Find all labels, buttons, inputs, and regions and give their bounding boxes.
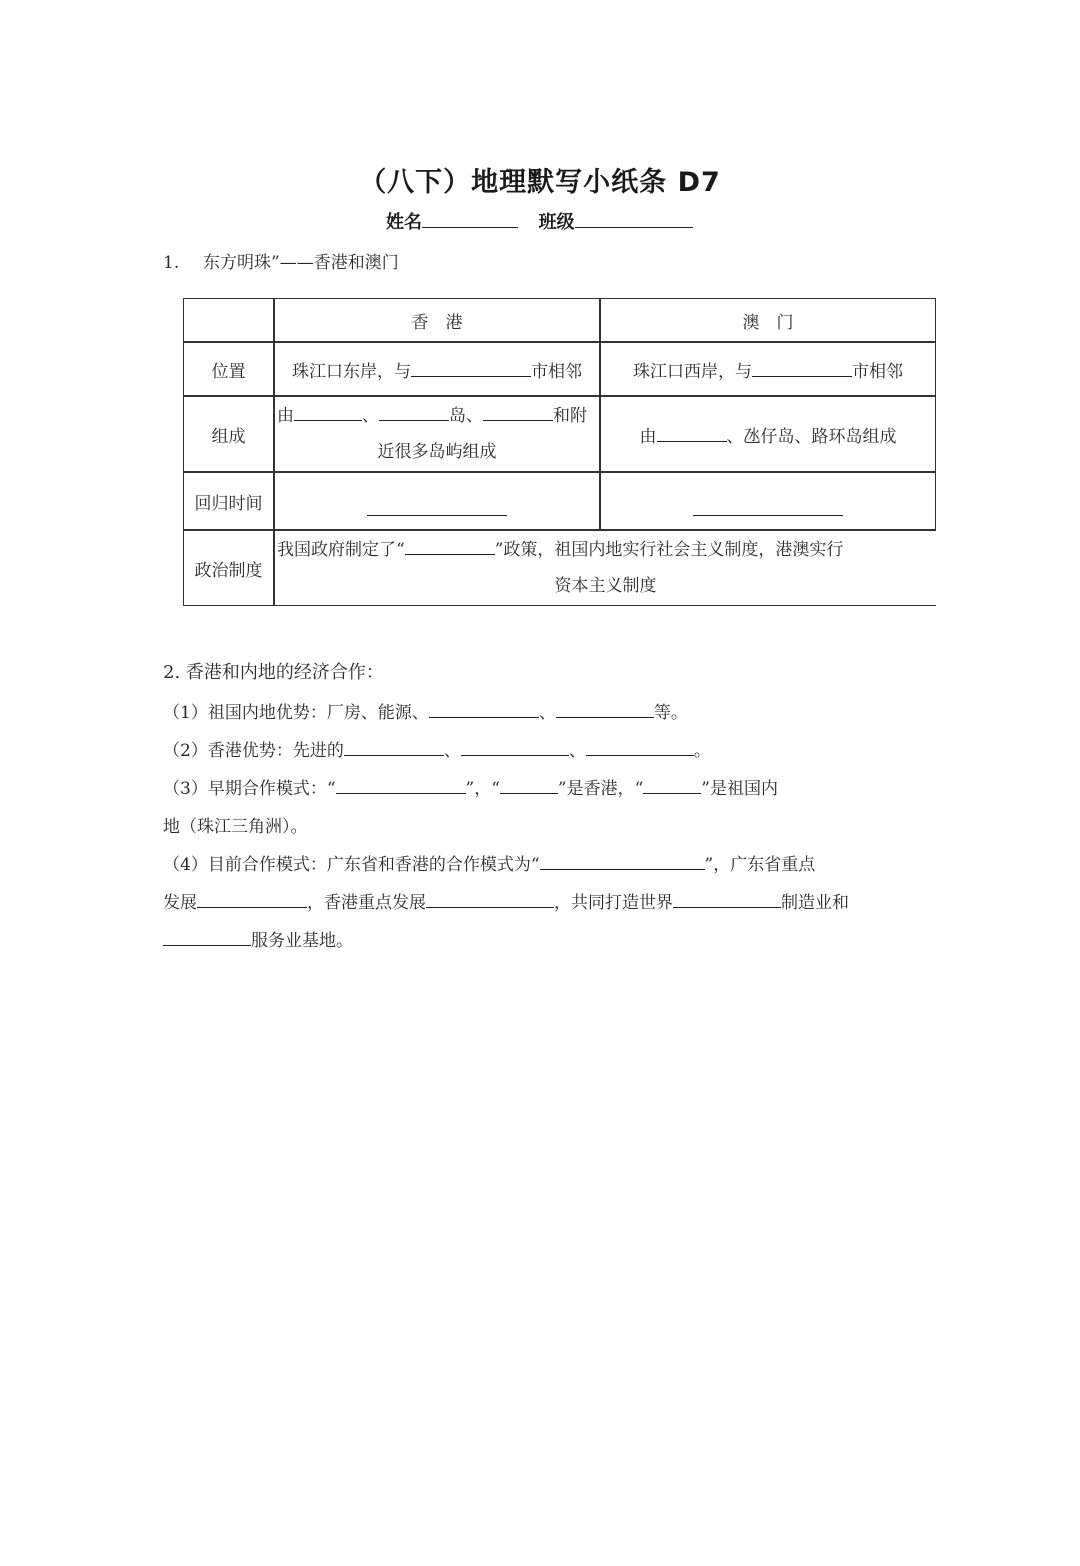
- table-row-political-system: [183, 530, 936, 606]
- text: 我国政府制定了“: [277, 540, 405, 560]
- text: （4）目前合作模式：广东省和香港的合作模式为“: [163, 855, 540, 875]
- text: 、: [362, 406, 379, 426]
- political-system-cell: [274, 530, 936, 606]
- blank-q4-5[interactable]: [163, 927, 251, 946]
- text: 由: [639, 426, 657, 447]
- row-label: 回归时间: [183, 472, 274, 530]
- table-row-location: [183, 342, 936, 396]
- text: ”，广东省重点: [704, 855, 816, 875]
- table-row-return-time: [183, 472, 936, 530]
- header-hk: 香 港: [274, 298, 600, 342]
- text: ”政策，祖国内地实行社会主义制度，港澳实行: [494, 540, 844, 560]
- text: 等。: [653, 703, 688, 723]
- blank-hk-2[interactable]: [379, 402, 449, 421]
- text: 珠江口西岸，与: [633, 361, 752, 382]
- blank-q2-3[interactable]: [586, 737, 694, 756]
- question-4-line2: [163, 888, 849, 913]
- blank-q1-1[interactable]: [429, 699, 539, 718]
- blank-hk-city[interactable]: [411, 358, 531, 377]
- blank-q4-3[interactable]: [426, 889, 554, 908]
- text: 和附: [553, 406, 587, 426]
- blank-hk-return[interactable]: [367, 497, 507, 516]
- text: 、: [538, 703, 556, 723]
- blank-q3-1[interactable]: [336, 775, 466, 794]
- text: （2）香港优势：先进的: [163, 741, 344, 761]
- question-2: [163, 736, 711, 761]
- text: 、氹仔岛、路环岛组成: [726, 426, 897, 447]
- text: ”是祖国内: [701, 779, 778, 799]
- hk-return-time: [274, 472, 600, 530]
- text: ，香港重点发展: [307, 893, 426, 913]
- text: ”是香港，“: [557, 779, 644, 799]
- text: 制造业和: [781, 893, 849, 913]
- name-blank[interactable]: [422, 209, 518, 228]
- blank-hk-1[interactable]: [294, 402, 362, 421]
- text: 资本主义制度: [554, 576, 657, 596]
- question-3: [163, 774, 778, 799]
- question-1: [163, 698, 688, 723]
- question-4: [163, 850, 815, 875]
- question-4-line3: [163, 926, 353, 951]
- blank-q4-4[interactable]: [673, 889, 781, 908]
- text: （3）早期合作模式：“: [163, 779, 336, 799]
- name-label: 姓名: [386, 212, 422, 233]
- mo-composition: [600, 396, 936, 472]
- line: [275, 398, 599, 434]
- blank-mo-return[interactable]: [693, 497, 843, 516]
- table-row-composition: [183, 396, 936, 472]
- blank-mo-1[interactable]: [657, 423, 727, 442]
- hk-composition: [274, 396, 600, 472]
- line: [275, 532, 936, 568]
- text: 、: [568, 741, 586, 761]
- class-label: 班级: [538, 212, 575, 233]
- blank-q3-3[interactable]: [643, 775, 701, 794]
- blank-mo-city[interactable]: [752, 358, 852, 377]
- text: 珠江口东岸，与: [292, 361, 411, 382]
- text: ”，“: [465, 779, 500, 799]
- class-blank[interactable]: [575, 209, 693, 228]
- student-info: [386, 208, 693, 234]
- row-label: 组成: [183, 396, 274, 472]
- text: 市相邻: [852, 361, 903, 382]
- blank-hk-3[interactable]: [483, 402, 553, 421]
- blank-q2-2[interactable]: [461, 737, 569, 756]
- section1-heading: [163, 248, 399, 273]
- text: 由: [277, 406, 294, 426]
- text: （1）祖国内地优势：厂房、能源、: [163, 703, 429, 723]
- table-header-row: [183, 298, 936, 342]
- blank-q3-2[interactable]: [500, 775, 558, 794]
- row-label: 位置: [183, 342, 274, 396]
- section-title: 东方明珠”——香港和澳门: [203, 253, 399, 273]
- text: ，共同打造世界: [554, 893, 673, 913]
- page-title: （八下）地理默写小纸条 D7: [359, 167, 721, 198]
- row-label: 政治制度: [183, 530, 274, 606]
- blank-policy[interactable]: [405, 536, 495, 555]
- section2-heading: 2. 香港和内地的经济合作：: [163, 662, 384, 683]
- section-number: 1.: [163, 253, 180, 273]
- text: 。: [693, 741, 711, 761]
- text: 服务业基地。: [251, 931, 353, 951]
- blank-q4-1[interactable]: [540, 851, 705, 870]
- header-empty: [183, 298, 274, 342]
- question-3-line2: 地（珠江三角洲）。: [163, 817, 308, 837]
- hk-location: [274, 342, 600, 396]
- text: 市相邻: [531, 361, 582, 382]
- blank-q4-2[interactable]: [197, 889, 307, 908]
- mo-return-time: [600, 472, 936, 530]
- mo-location: [600, 342, 936, 396]
- hk-macau-table: [183, 298, 936, 606]
- blank-q1-2[interactable]: [556, 699, 654, 718]
- text: 发展: [163, 893, 197, 913]
- header-mo: 澳 门: [600, 298, 936, 342]
- text: 近很多岛屿组成: [377, 442, 497, 462]
- text: 、: [443, 741, 461, 761]
- blank-q2-1[interactable]: [344, 737, 444, 756]
- text: 岛、: [449, 406, 483, 426]
